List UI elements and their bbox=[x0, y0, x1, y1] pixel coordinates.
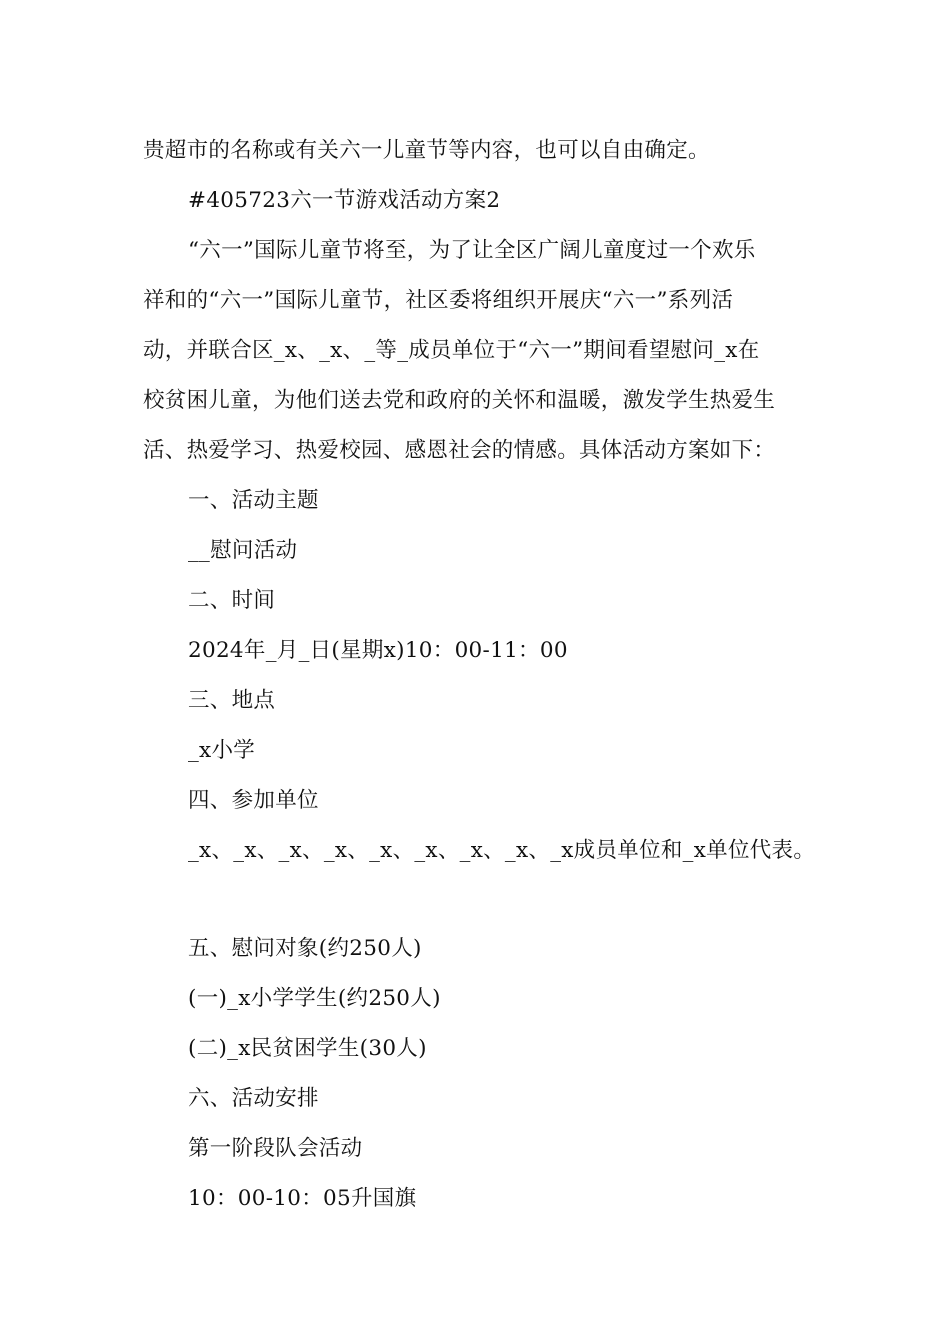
paragraph-line: (一)_x小学学生(约250人) bbox=[188, 986, 441, 1011]
paragraph-line: 第一阶段队会活动 bbox=[188, 1136, 363, 1161]
paragraph-line: 校贫困儿童，为他们送去党和政府的关怀和温暖，激发学生热爱生 bbox=[143, 388, 776, 413]
paragraph-line: 祥和的“六一”国际儿童节，社区委将组织开展庆“六一”系列活 bbox=[143, 288, 734, 313]
paragraph-line: _x小学 bbox=[188, 738, 256, 763]
paragraph-line: “六一”国际儿童节将至，为了让全区广阔儿童度过一个欢乐 bbox=[188, 238, 756, 263]
section-heading: 一、活动主题 bbox=[188, 488, 319, 513]
section-heading: #405723六一节游戏活动方案2 bbox=[188, 188, 501, 213]
section-heading: 四、参加单位 bbox=[188, 788, 319, 813]
paragraph-line: 活、热爱学习、热爱校园、感恩社会的情感。具体活动方案如下： bbox=[143, 438, 776, 463]
section-heading: 三、地点 bbox=[188, 688, 276, 713]
paragraph-line: _x、_x、_x、_x、_x、_x、_x、_x、_x成员单位和_x单位代表。 bbox=[188, 838, 816, 863]
paragraph-line: 2024年_月_日(星期x)10：00-11：00 bbox=[188, 638, 568, 663]
paragraph-line: 10：00-10：05升国旗 bbox=[188, 1186, 417, 1211]
paragraph-line: 贵超市的名称或有关六一儿童节等内容，也可以自由确定。 bbox=[143, 138, 710, 163]
section-heading: 五、慰问对象(约250人) bbox=[188, 936, 422, 961]
paragraph-line: __慰问活动 bbox=[188, 538, 298, 563]
paragraph-line: 动，并联合区_x、_x、_等_成员单位于“六一”期间看望慰问_x在 bbox=[143, 338, 760, 363]
section-heading: 六、活动安排 bbox=[188, 1086, 319, 1111]
paragraph-line: (二)_x民贫困学生(30人) bbox=[188, 1036, 427, 1061]
section-heading: 二、时间 bbox=[188, 588, 276, 613]
